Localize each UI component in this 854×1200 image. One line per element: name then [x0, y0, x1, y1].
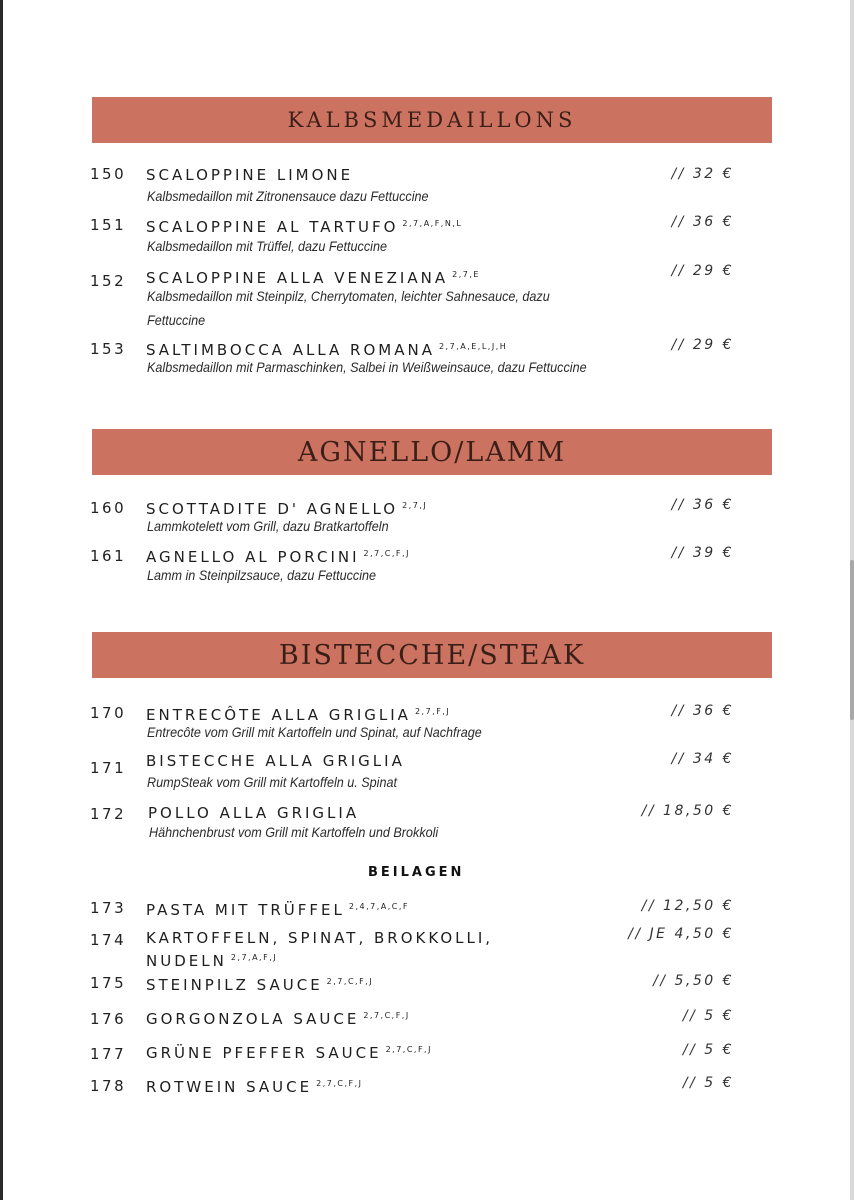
- item-price: // 36 €: [671, 703, 734, 719]
- item-price: // 5 €: [682, 1042, 734, 1058]
- item-number: 160: [90, 499, 127, 517]
- item-price: // 5 €: [682, 1075, 734, 1091]
- item-number: 178: [90, 1077, 127, 1095]
- item-description: RumpSteak vom Grill mit Kartoffeln u. Spinat: [147, 774, 398, 790]
- page-edge: [0, 0, 3, 1200]
- allergen-codes: 2,7,C,F,J: [363, 1011, 410, 1020]
- section-header-kalbsmedaillons: [92, 97, 772, 143]
- item-number: 172: [90, 805, 127, 823]
- item-price: // 12,50 €: [641, 898, 734, 914]
- item-description: Kalbsmedaillon mit Zitronensauce dazu Fettuccine: [147, 188, 429, 204]
- allergen-codes: 2,7,C,F,J: [363, 549, 410, 558]
- beilagen-title: BEILAGEN: [368, 865, 465, 880]
- allergen-codes: 2,7,A,E,L,J,H: [438, 342, 508, 351]
- item-price: // 5 €: [682, 1008, 734, 1024]
- dish-name: POLLO ALLA GRIGLIA: [148, 804, 360, 822]
- dish-name: GRÜNE PFEFFER SAUCE $^{2,7,C,F,J}$: [146, 1044, 432, 1062]
- dish-name: ENTRECÔTE ALLA GRIGLIA $^{2,7,F,J}$: [146, 706, 451, 724]
- scrollbar-thumb[interactable]: [850, 560, 854, 720]
- item-number: 153: [90, 340, 127, 358]
- dish-name: ROTWEIN SAUCE $^{2,7,C,F,J}$: [146, 1078, 363, 1096]
- item-description: Hähnchenbrust vom Grill mit Kartoffeln und Brokkoli: [149, 824, 439, 840]
- item-price: // 36 €: [671, 214, 734, 230]
- item-price: // 32 €: [671, 166, 734, 182]
- item-number: 161: [90, 547, 127, 565]
- allergen-codes: 2,7,C,F,J: [326, 977, 374, 986]
- dish-name: SCOTTADITE D' AGNELLO $^{2,7,J}$: [146, 500, 428, 518]
- dish-name: AGNELLO AL PORCINI $^{2,7,C,F,J}$: [146, 548, 410, 566]
- item-price: // 29 €: [671, 337, 734, 353]
- item-number: 150: [90, 165, 127, 183]
- item-price: // 5,50 €: [653, 973, 734, 989]
- item-number: 174: [90, 931, 127, 949]
- item-number: 170: [90, 704, 127, 722]
- item-price: // 18,50 €: [641, 803, 734, 819]
- item-number: 175: [90, 974, 127, 992]
- item-description: Kalbsmedaillon mit Steinpilz, Cherrytomaten, leichter Sahnesauce, dazu: [147, 288, 550, 304]
- dish-name: SCALOPPINE ALLA VENEZIANA $^{2,7,E}$: [146, 269, 480, 287]
- dish-name: KARTOFFELN, SPINAT, BROKKOLLI, NUDELN $^{2,7,A,F,J}$: [146, 929, 494, 970]
- item-description: Kalbsmedaillon mit Parmaschinken, Salbei in Weißweinsauce, dazu Fettuccine: [147, 359, 587, 375]
- item-number: 151: [90, 216, 127, 234]
- section-header-bistecche: [92, 632, 772, 678]
- dish-name: GORGONZOLA SAUCE $^{2,7,C,F,J}$: [146, 1010, 410, 1028]
- item-price: // JE 4,50 €: [628, 926, 734, 942]
- allergen-codes: 2,7,A,F,J: [230, 953, 278, 962]
- item-number: 171: [90, 759, 127, 777]
- item-description: Lamm in Steinpilzsauce, dazu Fettuccine: [147, 567, 377, 583]
- dish-name: SCALOPPINE LIMONE: [146, 166, 354, 184]
- item-number: 177: [90, 1045, 127, 1063]
- section-title: AGNELLO/LAMM: [297, 436, 567, 468]
- section-header-agnello: [92, 429, 772, 475]
- item-number: 176: [90, 1010, 127, 1028]
- dish-name: BISTECCHE ALLA GRIGLIA: [146, 752, 405, 770]
- item-number: 173: [90, 899, 127, 917]
- dish-name: SCALOPPINE AL TARTUFO $^{2,7,A,F,N,L}$: [146, 218, 463, 236]
- allergen-codes: 2,7,C,F,J: [385, 1045, 432, 1054]
- allergen-codes: 2,7,C,F,J: [316, 1079, 363, 1088]
- allergen-codes: 2,7,A,F,N,L: [402, 219, 463, 228]
- dish-name: STEINPILZ SAUCE $^{2,7,C,F,J}$: [146, 976, 374, 994]
- item-price: // 39 €: [671, 545, 734, 561]
- item-number: 152: [90, 272, 127, 290]
- item-description: Lammkotelett vom Grill, dazu Bratkartoffeln: [147, 518, 389, 534]
- dish-name: PASTA MIT TRÜFFEL $^{2,4,7,A,C,F}$: [146, 901, 410, 919]
- allergen-codes: 2,7,F,J: [414, 707, 451, 716]
- allergen-codes: 2,4,7,A,C,F: [348, 902, 410, 911]
- dish-name: SALTIMBOCCA ALLA ROMANA $^{2,7,A,E,L,J,H}$: [146, 341, 508, 359]
- item-price: // 36 €: [671, 497, 734, 513]
- item-description-cont: Fettuccine: [147, 312, 206, 328]
- allergen-codes: 2,7,J: [402, 501, 428, 510]
- item-description: Entrecôte vom Grill mit Kartoffeln und Spinat, auf Nachfrage: [147, 724, 482, 740]
- allergen-codes: 2,7,E: [452, 270, 480, 279]
- item-description: Kalbsmedaillon mit Trüffel, dazu Fettuccine: [147, 238, 387, 254]
- section-title: KALBSMEDAILLONS: [287, 108, 577, 132]
- section-title: BISTECCHE/STEAK: [278, 639, 586, 671]
- item-price: // 29 €: [671, 263, 734, 279]
- item-price: // 34 €: [671, 751, 734, 767]
